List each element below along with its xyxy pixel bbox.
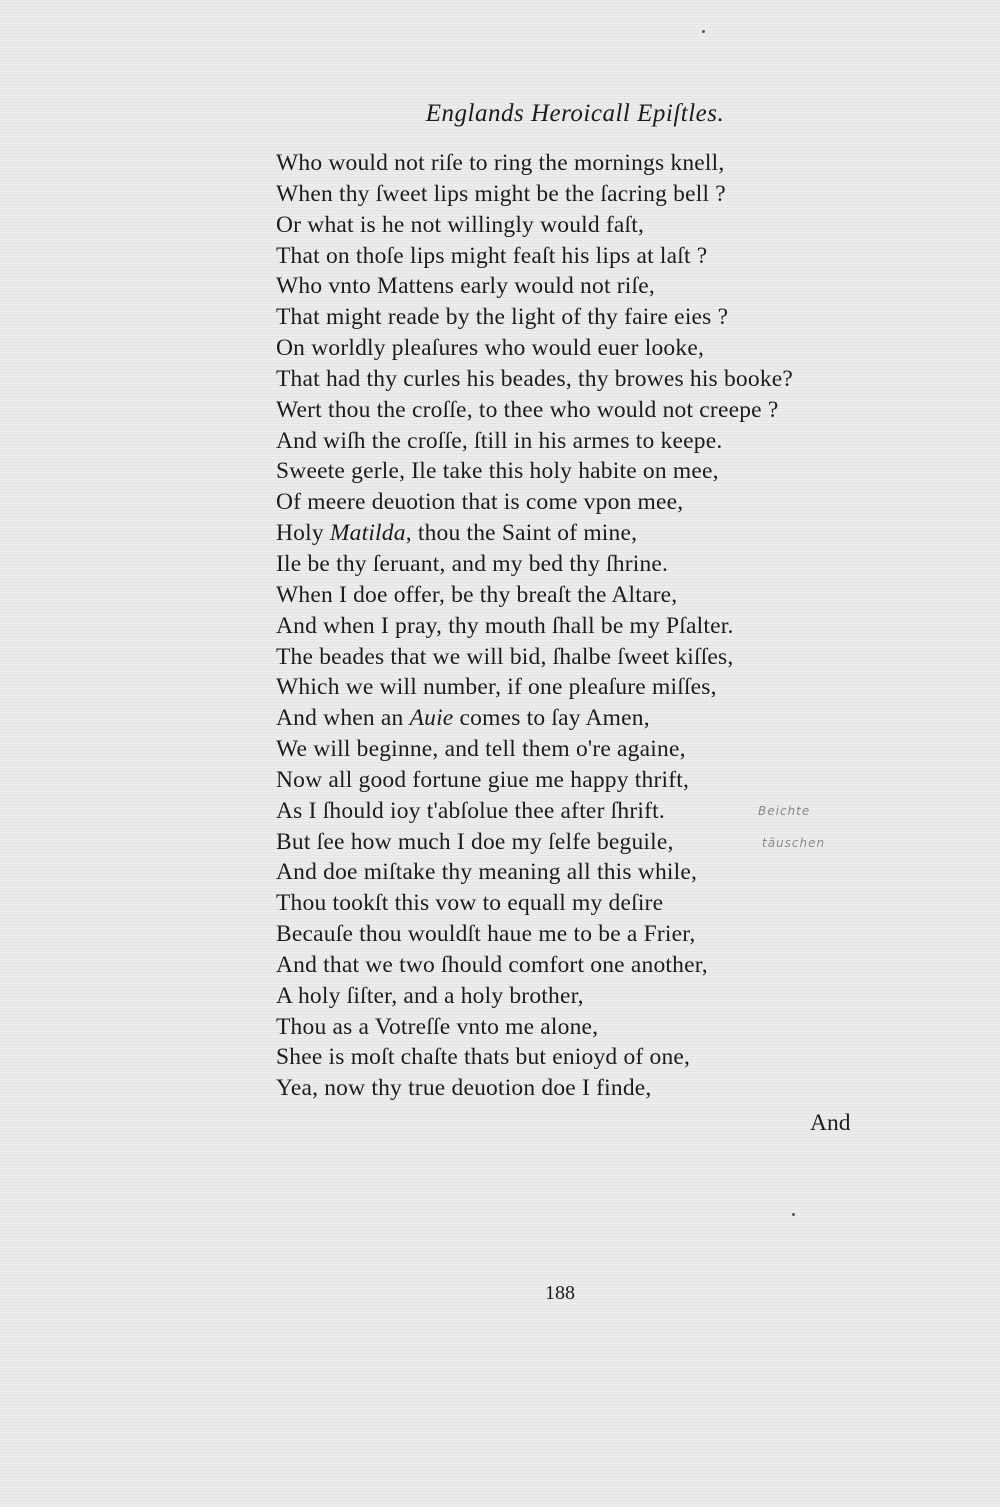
verse-line — [276, 580, 896, 611]
verse-line — [276, 148, 896, 179]
verse-text: That had thy curles his beades, thy browes his booke? — [276, 365, 794, 392]
verse-text: And doe miſtake thy meaning all this while, — [276, 859, 698, 886]
verse-line — [276, 241, 896, 272]
verse-line — [276, 703, 896, 734]
verse-text: But ſee how much I doe my ſelfe beguile, — [276, 828, 674, 855]
verse-line — [276, 765, 896, 796]
verse-text: And when I pray, thy mouth ſhall be my Pſalter. — [276, 612, 734, 639]
verse-text: When thy ſweet lips might be the ſacring bell ? — [276, 180, 726, 207]
italic-name: Matilda — [329, 520, 406, 547]
verse-line — [276, 456, 896, 487]
verse-line — [276, 395, 896, 426]
verse-text: Becauſe thou wouldſt haue me to be a Frier, — [276, 921, 696, 948]
verse-text: Yea, now thy true deuotion doe I finde, — [276, 1075, 652, 1102]
verse-text: That on thoſe lips might feaſt his lips at laſt ? — [276, 242, 708, 269]
verse-text: Thou tookſt this vow to equall my deſire — [276, 890, 664, 917]
running-head: Englands Heroicall Epiſtles. — [425, 100, 725, 127]
catchword: And — [810, 1110, 851, 1136]
verse-line — [276, 734, 896, 765]
paper-speck — [702, 30, 705, 33]
verse-line — [276, 549, 896, 580]
paper-speck — [792, 1213, 795, 1216]
verse-text: On worldly pleaſures who would euer looke, — [276, 335, 705, 362]
verse-text: Now all good fortune giue me happy thrift, — [276, 766, 690, 793]
verse-line — [276, 487, 896, 518]
verse-text: And that we two ſhould comfort one another, — [276, 951, 708, 978]
verse-line — [276, 611, 896, 642]
verse-text: A holy ſiſter, and a holy brother, — [276, 982, 584, 1009]
verse-text: Ile be thy ſeruant, and my bed thy ſhrine. — [276, 550, 669, 577]
verse-line — [276, 950, 896, 981]
verse-line — [276, 518, 896, 549]
verse-block — [276, 148, 896, 1104]
verse-line — [276, 302, 896, 333]
verse-text: Which we will number, if one pleaſure miſſes, — [276, 674, 717, 701]
verse-text: Of meere deuotion that is come vpon mee, — [276, 489, 684, 516]
verse-line — [276, 857, 896, 888]
verse-line — [276, 1073, 896, 1104]
verse-line — [276, 426, 896, 457]
verse-line — [276, 1042, 896, 1073]
verse-text: When I doe offer, be thy breaſt the Altare, — [276, 581, 678, 608]
verse-text: The beades that we will bid, ſhalbe ſweet kiſſes, — [276, 643, 734, 670]
verse-text: Who vnto Mattens early would not riſe, — [276, 273, 655, 300]
verse-text: Shee is moſt chaſte thats but enioyd of one, — [276, 1044, 691, 1071]
verse-text: Wert thou the croſſe, to thee who would not creepe ? — [276, 396, 779, 423]
verse-text: As I ſhould ioy t'abſolue thee after ſhrift. — [276, 797, 665, 824]
verse-line — [276, 888, 896, 919]
verse-text: Who would not riſe to ring the mornings knell, — [276, 150, 725, 176]
marginal-note: täuschen — [762, 836, 826, 850]
italic-name: Auie — [409, 705, 454, 732]
verse-line — [276, 333, 896, 364]
verse-line — [276, 642, 896, 673]
verse-text: comes to ſay Amen, — [453, 705, 650, 732]
verse-line — [276, 210, 896, 241]
verse-text: And wiſh the croſſe, ſtill in his armes to keepe. — [276, 427, 723, 454]
verse-line — [276, 981, 896, 1012]
verse-line — [276, 271, 896, 302]
verse-line — [276, 672, 896, 703]
verse-text: , thou the Saint of mine, — [405, 520, 638, 547]
verse-text: Or what is he not willingly would faſt, — [276, 211, 645, 238]
verse-text: Sweete gerle, Ile take this holy habite on mee, — [276, 458, 719, 485]
verse-line — [276, 919, 896, 950]
verse-line — [276, 179, 896, 210]
verse-text: That might reade by the light of thy faire eies ? — [276, 304, 729, 331]
verse-text: Thou as a Votreſſe vnto me alone, — [276, 1013, 599, 1040]
verse-text: And when an — [276, 705, 410, 732]
verse-line — [276, 1012, 896, 1043]
marginal-note: Beichte — [758, 804, 811, 818]
verse-text: Holy — [276, 520, 330, 547]
verse-line — [276, 364, 896, 395]
page-number: 188 — [545, 1282, 575, 1304]
verse-text: We will beginne, and tell them o're againe, — [276, 736, 686, 763]
